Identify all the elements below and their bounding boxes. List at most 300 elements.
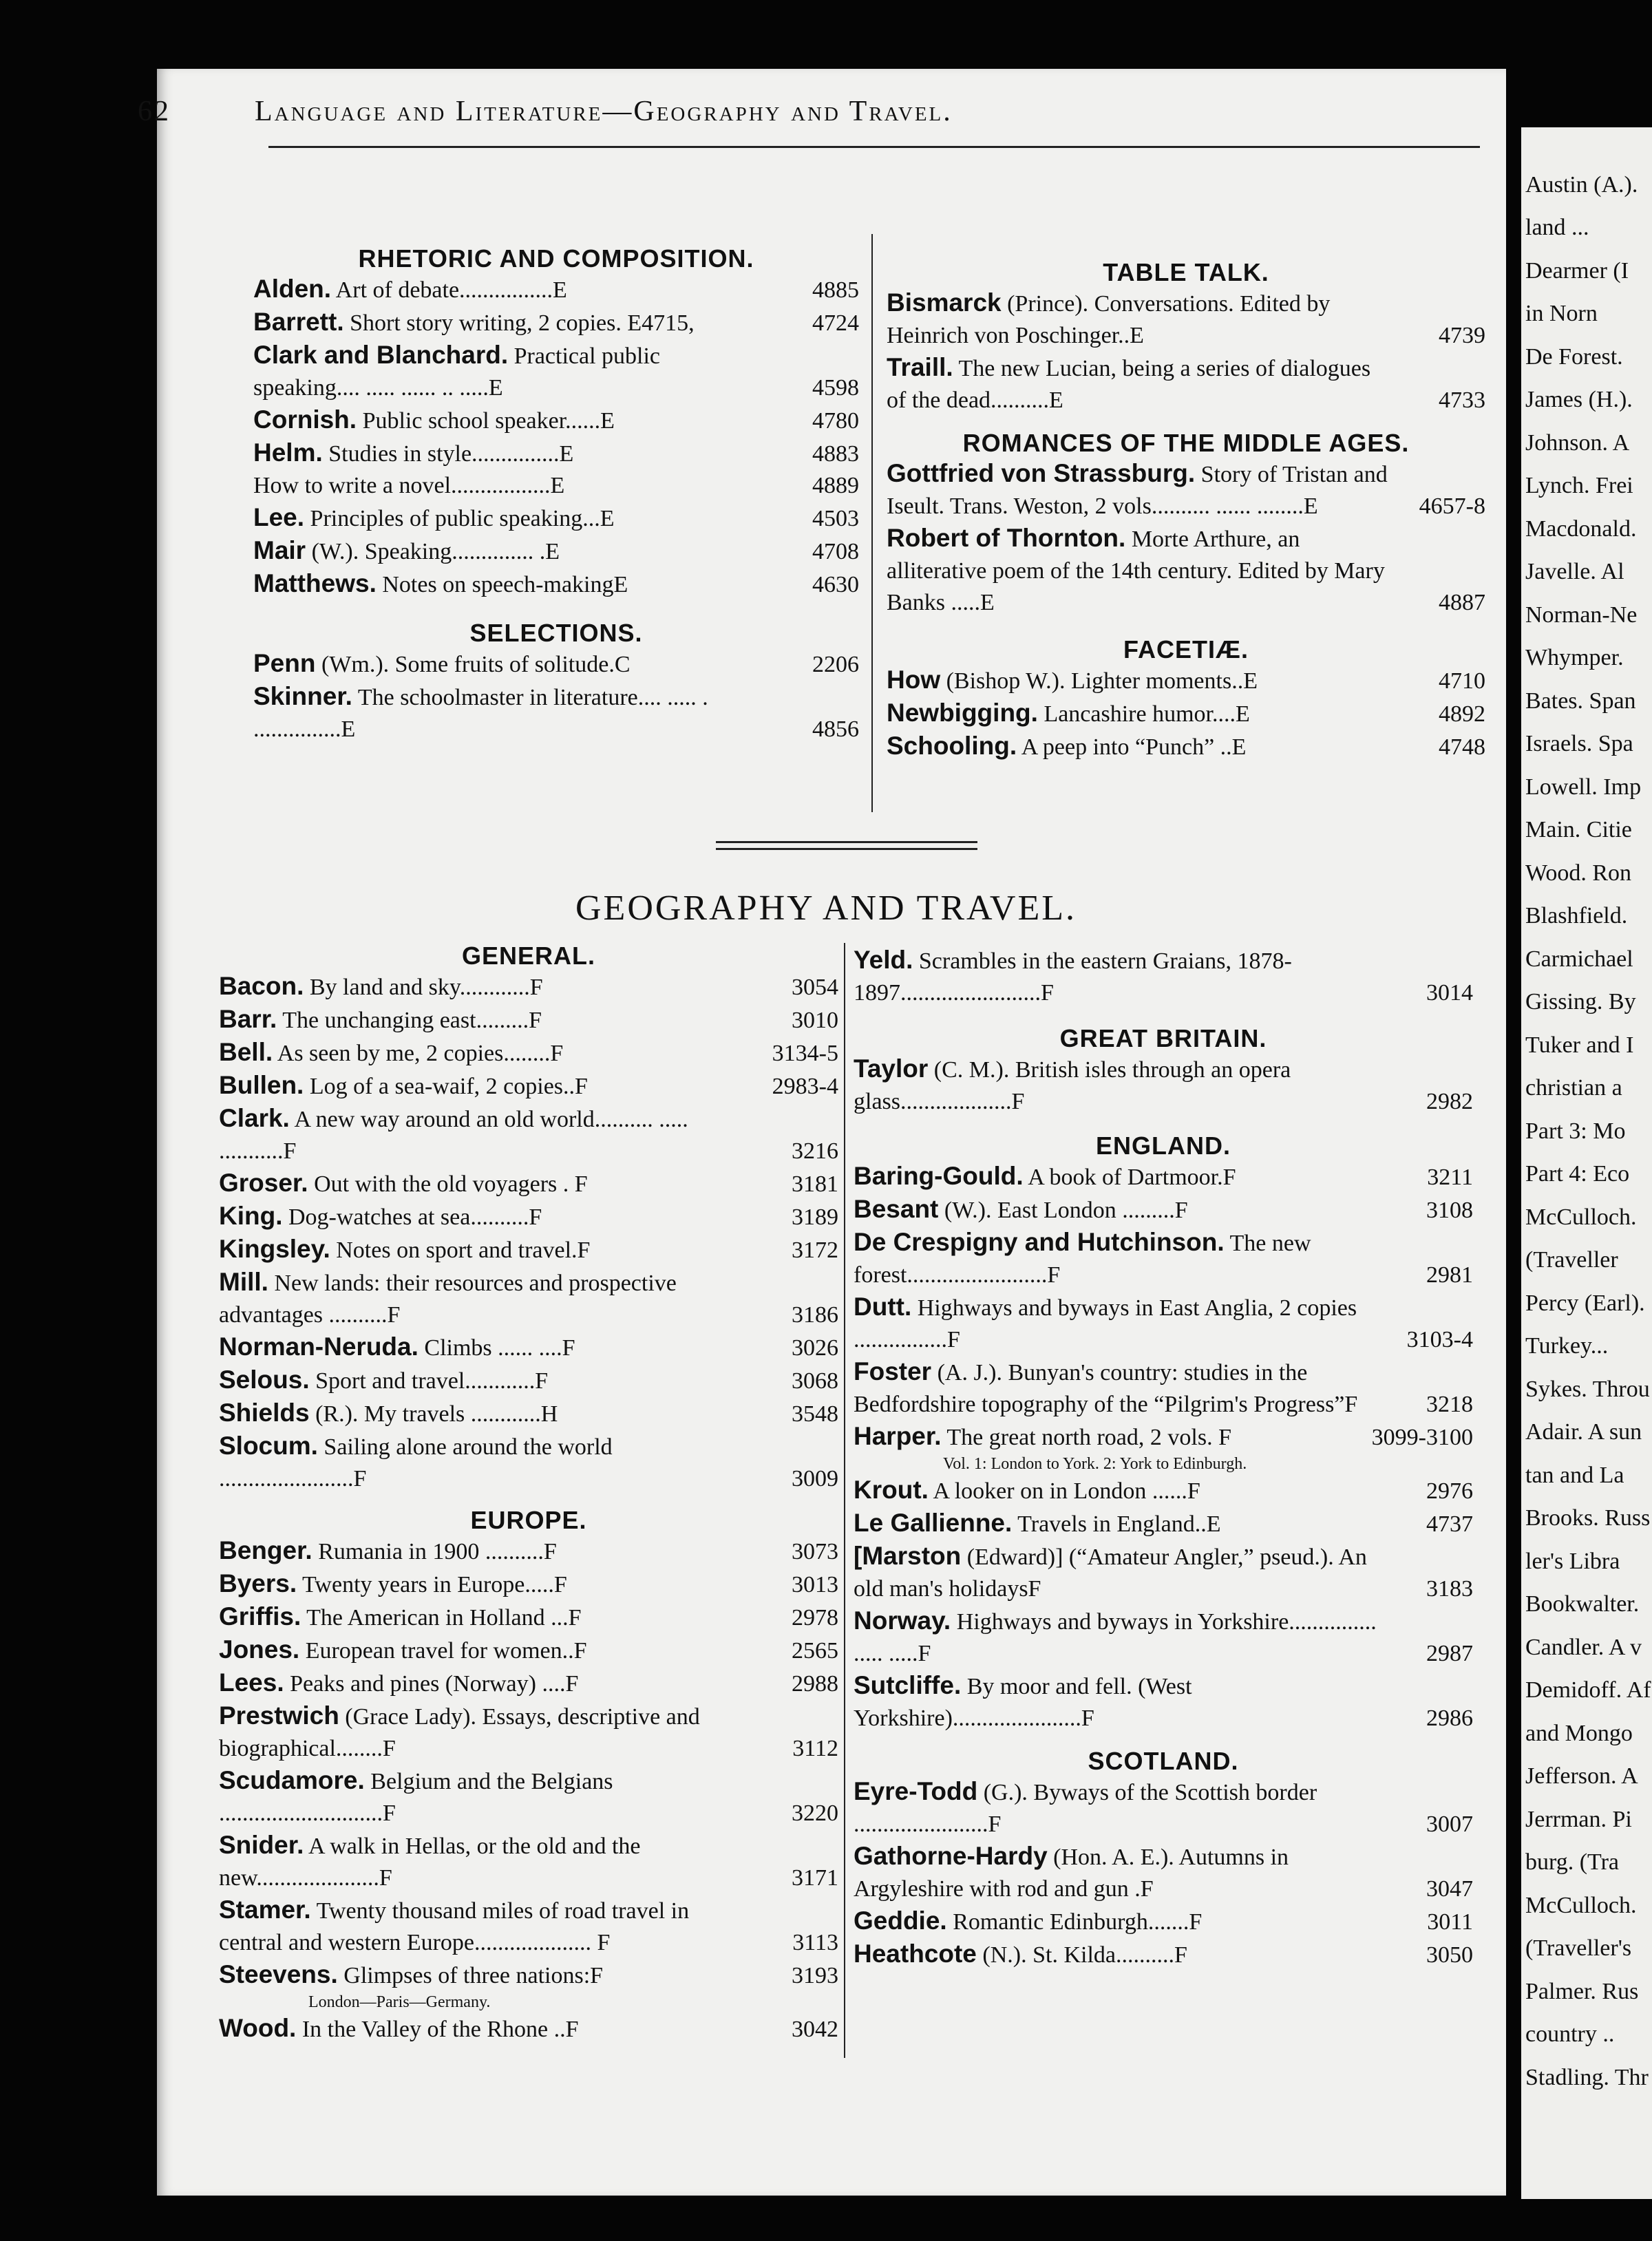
entry-title: Scrambles in the eastern Graians, 1878-1897........................F: [854, 948, 1292, 1006]
entry-title: As seen by me, 2 copies........F: [273, 1041, 564, 1066]
entry-title: (Edward)] (“Amateur Angler,” pseud.). An old man's holidaysF: [854, 1544, 1367, 1602]
entry-body: [854, 1938, 1473, 1971]
entry-title: The great north road, 2 vols. F: [941, 1425, 1231, 1450]
call-number: 4737: [1426, 1511, 1473, 1537]
call-number: 2981: [1426, 1262, 1473, 1288]
double-rule-upper: [716, 841, 977, 843]
entry-author: Byers.: [219, 1569, 297, 1597]
list-item: [253, 273, 859, 306]
entry-body: [219, 1894, 838, 1959]
call-number: 4724: [812, 310, 859, 336]
entry-author: Wood.: [219, 2014, 297, 2042]
adjacent-page-line: Wood. Ron: [1525, 860, 1632, 886]
entry-author: Jones.: [219, 1635, 300, 1664]
entry-title: (W.). East London .........F: [938, 1198, 1188, 1223]
entry-body: [854, 1605, 1473, 1670]
call-number: 3193: [792, 1963, 838, 1988]
call-number: 4856: [812, 716, 859, 742]
entry-title: Romantic Edinburgh.......F: [946, 1909, 1203, 1935]
running-header: [138, 95, 1335, 143]
entry-author: Robert of Thornton.: [887, 524, 1126, 552]
adjacent-page-line: Javelle. Al: [1525, 559, 1624, 585]
list-item: [219, 1634, 838, 1667]
entry-title: Notes on speech-makingE: [376, 572, 628, 597]
list-item: [219, 1331, 838, 1364]
entry-title: Lancashire humor....E: [1037, 701, 1250, 727]
section-title-rhetoric: RHETORIC AND COMPOSITION.: [358, 244, 754, 273]
list-item: [219, 1959, 838, 1992]
entry-author: Steevens.: [219, 1960, 338, 1988]
call-number: 2987: [1426, 1641, 1473, 1666]
call-number: 4657-8: [1419, 493, 1485, 519]
list-item: [219, 1535, 838, 1568]
column-divider-top: [871, 234, 873, 812]
adjacent-page-line: James (H.).: [1525, 387, 1633, 413]
entry-title: Glimpses of three nations:F: [337, 1963, 604, 1988]
list-item: [219, 1266, 838, 1331]
call-number: 4739: [1439, 323, 1485, 348]
right-column-top: [887, 258, 1485, 763]
entry-body: [219, 1829, 838, 1894]
list-item: [887, 522, 1485, 619]
list-item: [253, 681, 859, 745]
entry-title: (G.). Byways of the Scottish border .......................F: [854, 1780, 1317, 1837]
entry-title: Rumania in 1900 ..........F: [312, 1539, 557, 1564]
list-item: [854, 1938, 1473, 1971]
selections-list: [253, 648, 859, 745]
call-number: 3211: [1427, 1165, 1473, 1190]
list-item: [253, 339, 859, 404]
entry-title: In the Valley of the Rhone ..F: [296, 2017, 579, 2042]
list-item: [219, 1037, 838, 1070]
great-britain-list: [854, 1053, 1473, 1118]
double-rule-lower: [716, 848, 977, 850]
entry-body: [253, 437, 859, 470]
call-number: 4733: [1439, 387, 1485, 413]
entry-body: [219, 1200, 838, 1233]
entry-title: Travels in England..E: [1012, 1511, 1221, 1537]
call-number: 3009: [792, 1466, 838, 1491]
entry-author: Bismarck: [887, 288, 1002, 317]
entry-author: Lees.: [219, 1668, 284, 1697]
entry-author: Penn: [253, 649, 316, 677]
entry-author: Alden.: [253, 275, 332, 303]
entry-body: [854, 1053, 1473, 1118]
header-rule: [268, 146, 1480, 148]
entry-author: Le Gallienne.: [854, 1509, 1013, 1537]
general-list: [219, 970, 838, 1495]
entry-author: Bacon.: [219, 972, 304, 1000]
list-item: [219, 2012, 838, 2046]
adjacent-page-line: De Forest.: [1525, 343, 1623, 370]
call-number: 4883: [812, 441, 859, 467]
list-item: [253, 470, 859, 502]
list-item: [854, 1905, 1473, 1938]
adjacent-page-line: Norman-Ne: [1525, 602, 1638, 628]
list-item: [854, 1605, 1473, 1670]
call-number: 2976: [1426, 1478, 1473, 1504]
list-item: [854, 1540, 1473, 1605]
list-item: [219, 1894, 838, 1959]
rhetoric-list: [253, 273, 859, 601]
section-title-selections: SELECTIONS.: [469, 619, 643, 647]
call-number: 3073: [792, 1539, 838, 1564]
entry-author: Eyre-Todd: [854, 1777, 978, 1805]
list-item: [219, 1167, 838, 1200]
list-item: [887, 730, 1485, 763]
entry-title: A walk in Hellas, or the old and the new.....................F: [219, 1834, 641, 1891]
call-number: 3026: [792, 1335, 838, 1361]
entry-title: Highways and byways in East Anglia, 2 copies ................F: [854, 1295, 1357, 1352]
call-number: 4598: [812, 375, 859, 401]
list-item: [219, 1601, 838, 1634]
entry-title: (W.). Speaking.............. .E: [306, 539, 560, 564]
entry-title: The schoolmaster in literature.... ..... . ...............E: [253, 685, 708, 742]
entry-author: Norman-Neruda.: [219, 1332, 419, 1361]
call-number: 3047: [1426, 1876, 1473, 1902]
list-item: [887, 697, 1485, 730]
entry-author: Krout.: [854, 1476, 929, 1504]
entry-title: (R.). My travels ............H: [309, 1401, 558, 1427]
adjacent-page-line: Dearmer (I: [1525, 257, 1629, 284]
entry-author: Matthews.: [253, 569, 377, 597]
entry-body: [253, 648, 859, 681]
entry-title: A new way around an old world.......... ..... ...........F: [219, 1107, 688, 1164]
section-title-table-talk: TABLE TALK.: [1103, 258, 1269, 286]
entry-author: Gathorne-Hardy: [854, 1842, 1048, 1870]
entry-body: [887, 458, 1485, 522]
section-title-facetiae: FACETIÆ.: [1123, 635, 1249, 663]
call-number: 3218: [1426, 1392, 1473, 1417]
entry-author: Dutt.: [854, 1293, 912, 1321]
entry-author: Bell.: [219, 1038, 273, 1066]
section-title-england: ENGLAND.: [1096, 1132, 1231, 1160]
entry-title: A book of Dartmoor.F: [1023, 1165, 1236, 1190]
entry-title: (Grace Lady). Essays, descriptive and biographical........F: [219, 1704, 700, 1761]
adjacent-page-line: burg. (Tra: [1525, 1849, 1620, 1876]
list-item: [253, 404, 859, 437]
call-number: 4887: [1439, 590, 1485, 615]
call-number: 2206: [812, 652, 859, 677]
right-column-bottom: [854, 944, 1473, 1971]
entry-title: Log of a sea-waif, 2 copies..F: [304, 1074, 588, 1099]
entry-title: A peep into “Punch” ..E: [1017, 734, 1247, 760]
entry-author: Barrett.: [253, 308, 344, 336]
adjacent-page-line: Demidoff. Af: [1525, 1677, 1651, 1703]
entry-body: [219, 1103, 838, 1167]
entry-body: [854, 1905, 1473, 1938]
england-list: [854, 1160, 1473, 1734]
entry-title: The American in Holland ...F: [301, 1605, 582, 1631]
entry-body: [887, 730, 1485, 763]
entry-body: [219, 1634, 838, 1667]
europe-list: [219, 1535, 838, 2046]
list-item: [854, 1840, 1473, 1905]
entry-body: [219, 1266, 838, 1331]
entry-body: [854, 1474, 1473, 1507]
entry-body: [219, 970, 838, 1003]
call-number: 4889: [812, 473, 859, 498]
call-number: 3007: [1426, 1812, 1473, 1837]
entry-author: Scudamore.: [219, 1766, 365, 1794]
adjacent-page-line: and Mongo: [1525, 1720, 1633, 1746]
romances-list: [887, 458, 1485, 619]
entry-author: Traill.: [887, 353, 953, 381]
list-item: [887, 664, 1485, 697]
entry-body: [219, 1364, 838, 1397]
entry-body: [219, 1700, 838, 1765]
adjacent-page-line: Johnson. A: [1525, 429, 1630, 456]
entry-author: De Crespigny and Hutchinson.: [854, 1228, 1225, 1256]
list-item: [253, 306, 859, 339]
call-number: 3108: [1426, 1198, 1473, 1223]
list-item: [219, 1667, 838, 1700]
list-item: [219, 1070, 838, 1103]
entry-title: Studies in style...............E: [322, 441, 574, 467]
call-number: 4748: [1439, 734, 1485, 760]
entry-note: London—Paris—Germany.: [308, 1993, 491, 2011]
call-number: 3014: [1426, 980, 1473, 1006]
entry-title: Twenty thousand miles of road travel in central and western Europe.................... F: [219, 1898, 690, 1955]
call-number: 3054: [792, 975, 838, 1000]
adjacent-page-line: ler's Libra: [1525, 1548, 1620, 1574]
call-number: 2978: [792, 1605, 838, 1631]
adjacent-page-fragment: [1521, 127, 1652, 2199]
call-number: 3011: [1427, 1909, 1473, 1935]
geography-title: GEOGRAPHY AND TRAVEL.: [575, 889, 1077, 928]
list-item: [219, 970, 838, 1003]
entry-title: (N.). St. Kilda..........F: [976, 1942, 1187, 1968]
adjacent-page-line: (Traveller: [1525, 1247, 1618, 1273]
adjacent-page-line: Part 3: Mo: [1525, 1118, 1626, 1144]
entry-title: Highways and byways in Yorkshire............... ..... .....F: [854, 1609, 1377, 1666]
list-item: [253, 502, 859, 535]
list-item: [887, 287, 1485, 352]
entry-author: Slocum.: [219, 1432, 318, 1460]
list-item: [887, 352, 1485, 416]
entry-author: Gottfried von Strassburg.: [887, 459, 1196, 487]
call-number: 4885: [812, 277, 859, 303]
entry-author: Stamer.: [219, 1895, 311, 1924]
adjacent-page-line: Palmer. Rus: [1525, 1978, 1639, 2004]
entry-author: Kingsley.: [219, 1235, 330, 1263]
entry-body: [887, 697, 1485, 730]
adjacent-page-line: Jerrman. Pi: [1525, 1806, 1632, 1832]
entry-title: Sailing alone around the world .......................F: [219, 1434, 613, 1491]
page-number: 62: [138, 96, 171, 127]
call-number: 4780: [812, 408, 859, 434]
adjacent-page-line: Gissing. By: [1525, 989, 1636, 1015]
call-number: 4630: [812, 572, 859, 597]
yeld-entry: [854, 944, 1473, 1009]
entry-title: Peaks and pines (Norway) ....F: [284, 1671, 579, 1697]
adjacent-page-line: Austin (A.).: [1525, 172, 1638, 198]
list-item: [854, 1421, 1473, 1454]
call-number: 3103-4: [1406, 1327, 1473, 1352]
adjacent-page-line: Brooks. Russ: [1525, 1505, 1651, 1531]
entry-body: [219, 1568, 838, 1601]
entry-body: [253, 273, 859, 306]
call-number: 3134-5: [772, 1041, 838, 1066]
list-item: [854, 1507, 1473, 1540]
call-number: 3113: [792, 1930, 838, 1955]
adjacent-page-line: land ...: [1525, 215, 1589, 241]
entry-body: [854, 1776, 1473, 1840]
entry-title: New lands: their resources and prospective advantages ..........F: [219, 1271, 677, 1328]
entry-author: Helm.: [253, 438, 323, 467]
entry-body: [219, 1397, 838, 1430]
adjacent-page-line: Israels. Spa: [1525, 731, 1633, 757]
entry-author: Taylor: [854, 1054, 929, 1083]
call-number: 4710: [1439, 668, 1485, 694]
adjacent-page-line: Candler. A v: [1525, 1634, 1642, 1660]
list-item: [854, 1776, 1473, 1840]
entry-body: [854, 1670, 1473, 1734]
call-number: 2988: [792, 1671, 838, 1697]
entry-title: Short story writing, 2 copies. E4715,: [343, 310, 695, 336]
adjacent-page-line: tan and La: [1525, 1462, 1624, 1488]
adjacent-page-line: (Traveller's: [1525, 1935, 1632, 1962]
entry-title: Morte Arthure, an alliterative poem of the 14th century. Edited by Mary Banks .....E: [887, 527, 1385, 615]
adjacent-page-line: McCulloch.: [1525, 1204, 1637, 1230]
list-item: [854, 1053, 1473, 1118]
entry-body: [253, 339, 859, 404]
adjacent-page-line: Percy (Earl).: [1525, 1290, 1645, 1316]
entry-title: Twenty years in Europe.....F: [297, 1572, 567, 1597]
table-talk-list: [887, 287, 1485, 416]
list-item: [219, 1364, 838, 1397]
entry-author: Heathcote: [854, 1940, 977, 1968]
call-number: 4892: [1439, 701, 1485, 727]
list-item: [854, 1291, 1473, 1356]
call-number: 2565: [792, 1638, 838, 1664]
entry-body: [219, 1667, 838, 1700]
entry-author: Lee.: [253, 503, 305, 531]
entry-body: [219, 1037, 838, 1070]
entry-body: [219, 1233, 838, 1266]
call-number: 3010: [792, 1008, 838, 1033]
list-item: [219, 1700, 838, 1765]
entry-title: The new forest........................F: [854, 1231, 1311, 1288]
entry-author: Norway.: [854, 1606, 951, 1635]
entry-title: Notes on sport and travel.F: [330, 1238, 591, 1263]
entry-author: Foster: [854, 1357, 932, 1385]
list-item: [887, 458, 1485, 522]
entry-body: [854, 1840, 1473, 1905]
entry-body: [854, 1507, 1473, 1540]
entry-title: Dog-watches at sea..........F: [282, 1204, 542, 1230]
running-title: Language and Literature—Geography and Travel.: [255, 96, 953, 127]
entry-title: By moor and fell. (West Yorkshire)......................F: [854, 1674, 1192, 1731]
entry-author: Shields: [219, 1399, 310, 1427]
entry-author: Barr.: [219, 1005, 277, 1033]
entry-author: Mair: [253, 536, 306, 564]
entry-author: Clark and Blanchard.: [253, 341, 509, 369]
entry-body: [219, 1070, 838, 1103]
entry-title: (Prince). Conversations. Edited by Heinrich von Poschinger..E: [887, 291, 1331, 348]
section-title-scotland: SCOTLAND.: [1088, 1747, 1239, 1775]
adjacent-page-line: McCulloch.: [1525, 1892, 1637, 1918]
section-title-europe: EUROPE.: [470, 1506, 587, 1534]
adjacent-page-line: Main. Citie: [1525, 817, 1632, 843]
entry-body: [854, 1540, 1473, 1605]
call-number: 3099-3100: [1371, 1425, 1473, 1450]
entry-title: By land and sky............F: [304, 975, 543, 1000]
entry-title: (Wm.). Some fruits of solitude.C: [315, 652, 631, 677]
list-item: [219, 1200, 838, 1233]
entry-body: [854, 1356, 1473, 1421]
call-number: 3013: [792, 1572, 838, 1597]
entry-body: [219, 1959, 838, 1992]
entry-author: Snider.: [219, 1831, 304, 1859]
entry-body: [887, 664, 1485, 697]
section-title-general: GENERAL.: [461, 942, 595, 970]
column-divider-bottom: [844, 943, 845, 2058]
adjacent-page-line: Adair. A sun: [1525, 1419, 1642, 1445]
entry-body: [253, 306, 859, 339]
entry-body: [887, 352, 1485, 416]
list-item: [219, 1430, 838, 1495]
entry-body: [253, 568, 859, 601]
adjacent-page-line: Stadling. Thr: [1525, 2064, 1649, 2090]
list-item: [854, 944, 1473, 1009]
call-number: 3548: [792, 1401, 838, 1427]
entry-body: [219, 2012, 838, 2046]
adjacent-page-line: Sykes. Throu: [1525, 1376, 1650, 1402]
call-number: 3183: [1426, 1576, 1473, 1602]
call-number: 4708: [812, 539, 859, 564]
adjacent-page-line: Tuker and I: [1525, 1032, 1634, 1058]
entry-author: Sutcliffe.: [854, 1671, 962, 1699]
call-number: 3171: [792, 1865, 838, 1891]
call-number: 2982: [1426, 1089, 1473, 1114]
entry-body: [887, 522, 1485, 619]
entry-author: Harper.: [854, 1422, 942, 1450]
call-number: 3186: [792, 1302, 838, 1328]
entry-author: Newbigging.: [887, 699, 1038, 727]
list-item: [854, 1356, 1473, 1421]
entry-author: Bullen.: [219, 1071, 304, 1099]
entry-author: Schooling.: [887, 732, 1017, 760]
entry-title: (A. J.). Bunyan's country: studies in the Bedfordshire topography of the “Pilgrim's Progress”F: [854, 1360, 1358, 1417]
call-number: 3042: [792, 2017, 838, 2042]
entry-author: Besant: [854, 1195, 939, 1223]
adjacent-page-line: Part 4: Eco: [1525, 1161, 1630, 1187]
adjacent-page-line: Carmichael: [1525, 946, 1633, 972]
entry-author: Griffis.: [219, 1602, 301, 1631]
entry-body: [219, 1535, 838, 1568]
entry-title: (Hon. A. E.). Autumns in Argyleshire with rod and gun .F: [854, 1845, 1289, 1902]
call-number: 3189: [792, 1204, 838, 1230]
adjacent-page-line: country ..: [1525, 2021, 1615, 2048]
entry-body: [854, 1193, 1473, 1226]
section-title-romances: ROMANCES OF THE MIDDLE AGES.: [962, 429, 1410, 457]
left-column-top: [253, 244, 859, 745]
entry-body: [219, 1003, 838, 1037]
adjacent-page-line: Whymper.: [1525, 645, 1624, 671]
entry-author: Benger.: [219, 1536, 313, 1564]
entry-body: [854, 1226, 1473, 1291]
adjacent-page-line: christian a: [1525, 1075, 1622, 1101]
entry-body: [219, 1430, 838, 1495]
entry-author: Clark.: [219, 1104, 290, 1132]
section-title-great-britain: GREAT BRITAIN.: [1059, 1024, 1267, 1052]
entry-author: Selous.: [219, 1366, 310, 1394]
entry-author: King.: [219, 1202, 283, 1230]
list-item: [219, 1765, 838, 1829]
entry-body: [253, 470, 859, 502]
list-item: [219, 1829, 838, 1894]
